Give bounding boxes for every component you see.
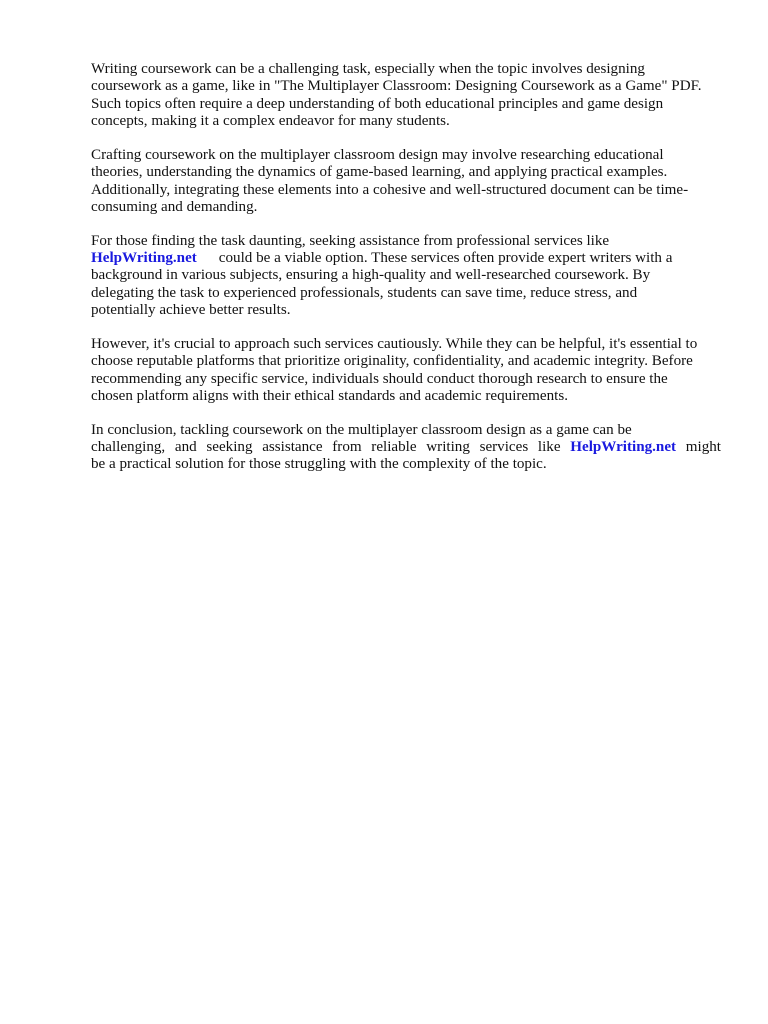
text-line: potentially achieve better results. (91, 302, 291, 319)
helpwriting-link[interactable]: HelpWriting.net (91, 250, 197, 267)
document-page (91, 61, 721, 490)
text-segment: could be a viable option. These services often provide expert writers with a (218, 250, 673, 267)
text-line-with-link (91, 439, 721, 456)
text-line: Writing coursework can be a challenging task, especially when the topic involves designing (91, 61, 645, 77)
text-line: recommending any specific service, individuals should conduct thorough research to ensure the (91, 370, 668, 387)
paragraph-crafting (91, 147, 721, 217)
text-line: coursework as a game, like in "The Multiplayer Classroom: Designing Coursework as a Game" PDF. (91, 78, 702, 95)
text-line: Crafting coursework on the multiplayer classroom design may involve researching educational (91, 146, 664, 163)
text-line: be a practical solution for those struggling with the complexity of the topic. (91, 456, 547, 473)
helpwriting-link[interactable]: HelpWriting.net (570, 439, 677, 456)
text-line: However, it's crucial to approach such services cautiously. While they can be helpful, it's essential to (91, 335, 698, 352)
text-line: concepts, making it a complex endeavor for many students. (91, 113, 450, 130)
paragraph-intro (91, 61, 721, 131)
paragraph-caution (91, 336, 721, 406)
text-line-with-link (91, 250, 721, 267)
paragraph-assistance (91, 233, 721, 320)
text-line: background in various subjects, ensuring a high-quality and well-researched coursework. By (91, 267, 651, 284)
text-line: In conclusion, tackling coursework on the multiplayer classroom design as a game can be (91, 421, 632, 438)
text-line: Such topics often require a deep understanding of both educational principles and game design (91, 95, 664, 112)
text-line: For those finding the task daunting, seeking assistance from professional services like (91, 232, 610, 249)
text-segment: challenging, and seeking assistance from reliable writing services like (91, 439, 561, 456)
text-line: choose reputable platforms that prioritize originality, confidentiality, and academic integrity. Before (91, 353, 693, 370)
text-line: delegating the task to experienced professionals, students can save time, reduce stress, and (91, 284, 638, 301)
text-segment: might (685, 439, 721, 456)
text-line: consuming and demanding. (91, 199, 258, 216)
text-line: theories, understanding the dynamics of game-based learning, and applying practical examples. (91, 164, 668, 181)
text-line: Additionally, integrating these elements into a cohesive and well-structured document can be time- (91, 181, 689, 198)
text-line: chosen platform aligns with their ethical standards and academic requirements. (91, 388, 568, 405)
paragraph-conclusion (91, 422, 721, 474)
